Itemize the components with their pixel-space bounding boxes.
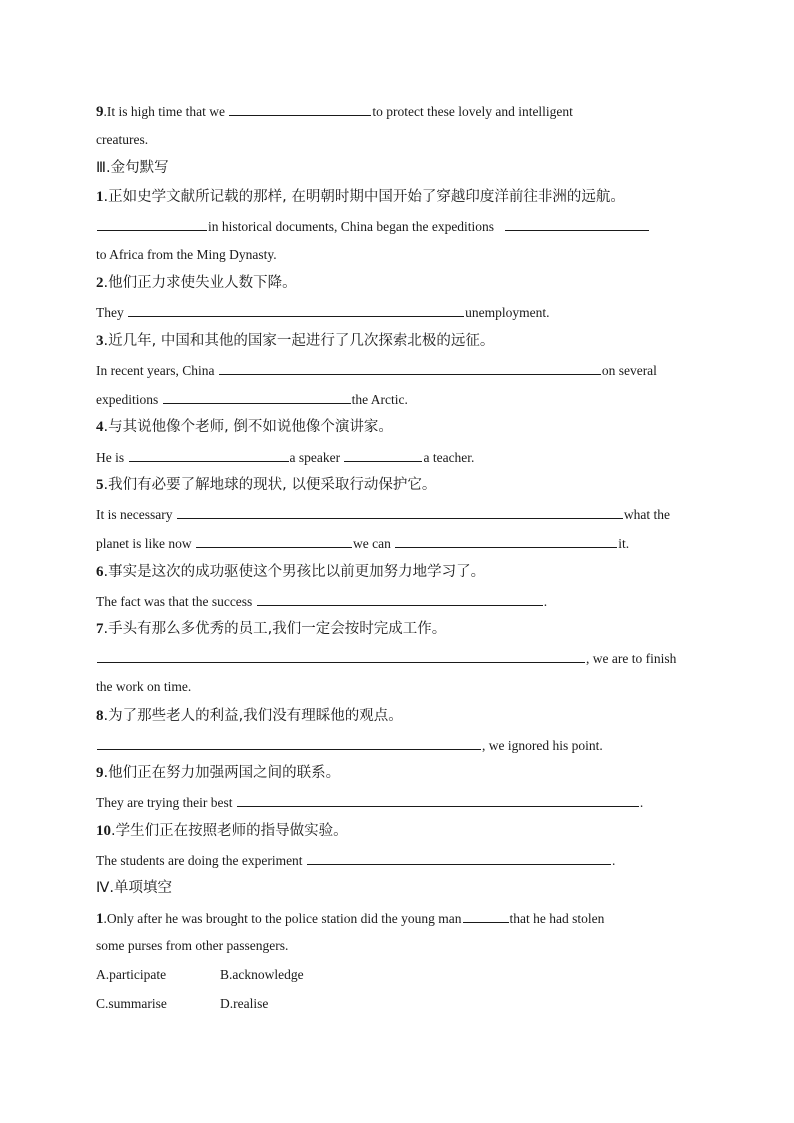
prompt-text: to Africa from the Ming Dynasty. [96,247,277,262]
s3-item-1-line-2 [96,245,277,265]
s3-item-1-chinese [96,187,625,207]
s3-item-2-chinese [96,273,297,293]
prompt-text: planet is like now [96,536,195,551]
section-4-heading [96,878,172,898]
answer-blank[interactable] [257,591,543,606]
chinese-sentence: .与其说他像个老师, 倒不如说他像个演讲家。 [103,419,393,435]
answer-blank[interactable] [129,447,289,462]
answer-blank[interactable] [395,533,617,548]
section-3-heading [96,158,169,178]
prompt-text: unemployment. [465,305,550,320]
s3-item-10-chinese [96,821,348,841]
s3-item-5-chinese [96,475,436,495]
prompt-text: a speaker [289,450,344,465]
s3-item-8-chinese [96,706,403,726]
chinese-sentence: .近几年, 中国和其他的国家一起进行了几次探索北极的远征。 [103,333,495,349]
prompt-text: , we are to finish [586,651,677,666]
prompt-text: . [611,853,616,868]
prompt-text: it. [618,536,630,551]
prompt-text: a teacher. [423,450,475,465]
s3-item-6-chinese [96,562,485,582]
s3-item-5-line-1 [96,504,670,524]
section-roman-numeral: Ⅲ [96,160,106,176]
answer-blank[interactable] [229,101,371,116]
item-number: 8 [96,708,104,724]
chinese-sentence: .他们正力求使失业人数下降。 [103,275,297,291]
chinese-sentence: .事实是这次的成功驱使这个男孩比以前更加努力地学习了。 [103,564,486,580]
answer-blank[interactable] [97,735,481,750]
item-number: 6 [96,564,104,580]
chinese-sentence: .学生们正在按照老师的指导做实验。 [111,823,348,839]
chinese-sentence: .正如史学文献所记载的那样, 在明朝时期中国开始了穿越印度洋前往非洲的远航。 [103,189,625,205]
answer-blank[interactable] [219,360,601,375]
prompt-text: He is [96,450,128,465]
item-number: 3 [96,333,104,349]
item-number: 5 [96,477,104,493]
prompt-text: creatures. [96,132,149,147]
item-number: 7 [96,621,104,637]
s3-item-3-line-1 [96,360,657,380]
question-text: some purses from other passengers. [96,938,289,953]
s4-question-1-line-2 [96,936,288,956]
s3-item-2-line-1 [96,302,550,322]
prompt-text: . [639,795,644,810]
prompt-text: the work on time. [96,679,192,694]
prev-item-9-line-2 [96,130,148,150]
item-number: 10 [96,823,111,839]
section-title: .金句默写 [106,160,169,176]
prompt-text: They are trying their best [96,795,236,810]
option-a[interactable]: A.participate [96,967,167,982]
question-text: .Only after he was brought to the police station did the young man [103,911,462,926]
s3-item-7-chinese [96,619,446,639]
prompt-text: They [96,305,128,320]
option-b[interactable]: B.acknowledge [220,967,304,982]
prompt-text: .It is high time that we [103,104,229,119]
option-c[interactable]: C.summarise [96,996,167,1011]
item-number: 1 [96,189,104,205]
s3-item-4-line-1 [96,447,474,467]
prompt-text: the Arctic. [351,392,408,407]
section-roman-numeral: Ⅳ [96,880,110,896]
prev-item-9-line-1 [96,101,573,121]
answer-blank[interactable] [163,389,351,404]
answer-blank[interactable] [505,216,649,231]
item-number: 9 [96,104,104,120]
s3-item-7-line-2 [96,677,191,697]
s3-item-10-line-1 [96,850,615,870]
prompt-text: The students are doing the experiment [96,853,306,868]
s4-question-1-line-1 [96,908,604,928]
s3-item-8-line-1 [96,735,603,755]
s4-options-row-2 [96,994,268,1014]
s3-item-3-chinese [96,331,494,351]
item-number: 2 [96,275,104,291]
prompt-text: , we ignored his point. [482,738,603,753]
s3-item-7-line-1 [96,648,676,668]
s3-item-9-line-1 [96,792,643,812]
answer-blank[interactable] [177,504,623,519]
answer-blank[interactable] [307,850,611,865]
prompt-text: . [543,594,548,609]
s3-item-3-line-2 [96,389,408,409]
answer-blank[interactable] [97,648,585,663]
answer-blank[interactable] [463,908,509,923]
prompt-text: on several [601,363,657,378]
prompt-text: what the [623,507,670,522]
option-d[interactable]: D.realise [220,996,269,1011]
item-number: 9 [96,765,104,781]
chinese-sentence: .我们有必要了解地球的现状, 以便采取行动保护它。 [103,477,437,493]
answer-blank[interactable] [97,216,207,231]
chinese-sentence: .为了那些老人的利益,我们没有理睬他的观点。 [103,708,403,724]
section-title: .单项填空 [109,880,172,896]
s3-item-4-chinese [96,417,393,437]
prompt-text: to protect these lovely and intelligent [372,104,573,119]
prompt-text: It is necessary [96,507,176,522]
answer-blank[interactable] [344,447,422,462]
s3-item-5-line-2 [96,533,629,553]
prompt-text: The fact was that the success [96,594,256,609]
answer-blank[interactable] [128,302,464,317]
s4-options-row-1 [96,965,304,985]
question-text: that he had stolen [509,911,605,926]
answer-blank[interactable] [237,792,639,807]
prompt-text: expeditions [96,392,162,407]
chinese-sentence: .他们正在努力加强两国之间的联系。 [103,765,341,781]
answer-blank[interactable] [196,533,352,548]
prompt-text: we can [352,536,395,551]
s3-item-6-line-1 [96,591,547,611]
chinese-sentence: .手头有那么多优秀的员工,我们一定会按时完成工作。 [103,621,447,637]
s3-item-1-line-1 [96,216,650,236]
item-number: 4 [96,419,104,435]
s3-item-9-chinese [96,763,340,783]
item-number: 1 [96,911,104,927]
prompt-text: In recent years, China [96,363,218,378]
prompt-text: in historical documents, China began the expeditions [208,219,495,234]
